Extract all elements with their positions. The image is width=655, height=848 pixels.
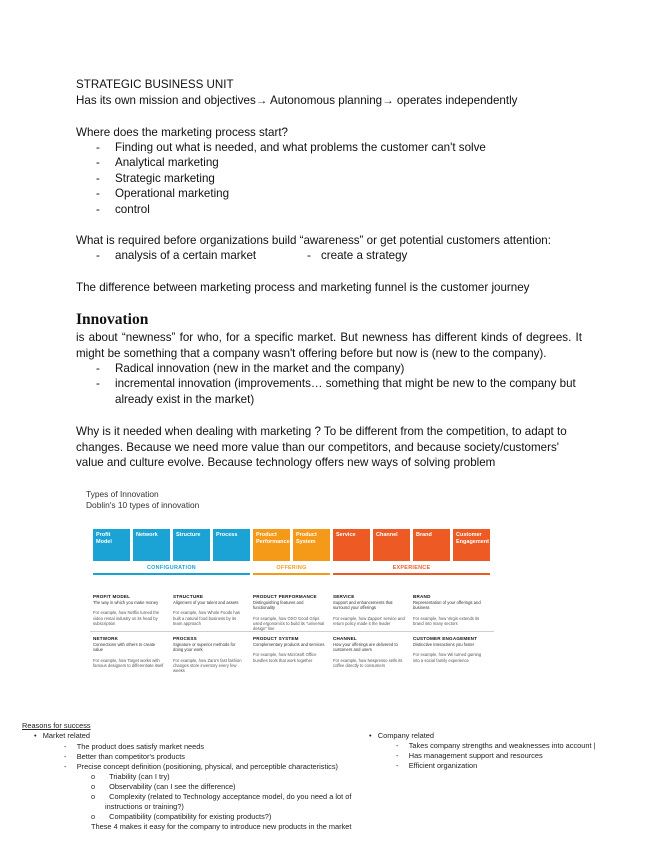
- cell-heading: NETWORK: [93, 636, 119, 641]
- cell-definition: Distinctive interactions you foster: [413, 642, 475, 648]
- figure-title: Types of Innovation: [86, 489, 159, 499]
- band-experience: EXPERIENCE: [392, 565, 431, 571]
- cell-product-system: [253, 636, 325, 663]
- list-item-text: create a strategy: [321, 249, 408, 262]
- tile-network: Network: [133, 529, 170, 561]
- cell-heading: PRODUCT SYSTEM: [253, 636, 299, 641]
- cell-heading: PRODUCT PERFORMANCE: [253, 594, 317, 599]
- sub-item-text: Observability (can I see the difference): [109, 782, 236, 791]
- tile-brand: Brand: [413, 529, 450, 561]
- sub-item: [91, 812, 271, 822]
- list-item: - Takes company strengths and weaknesses into account |: [396, 741, 596, 750]
- figure-subtitle: Doblin's 10 types of innovation: [86, 500, 200, 510]
- innovation-paragraph: is about “newness” for who, for a specific market. But newness has different kinds of degrees. It might be something that a company wasn't offering before but now is (new to the company).: [76, 331, 582, 360]
- cell-definition: Representation of your offerings and business: [413, 600, 481, 611]
- cell-example: For example, how Zappos' service and return policy made it the leader: [333, 615, 405, 626]
- sub-marker: o: [91, 792, 96, 801]
- reasons-title: Reasons for success: [22, 721, 91, 730]
- cell-example: For example, how Wii turned gaming into a social family experience: [413, 652, 482, 663]
- sub-item-text: Complexity (related to Technology acceptance model, do you need a lot of: [109, 792, 352, 801]
- cell-heading: PROFIT MODEL: [93, 594, 131, 599]
- sub-marker: o: [91, 772, 96, 781]
- cell-definition: Connections with others to create value: [93, 642, 156, 653]
- list-item-text: Efficient organization: [408, 761, 478, 770]
- cell-channel: [333, 636, 405, 668]
- cell-example: For example, how OXO Good Grips used ergonomics to build its "universal design" line: [253, 615, 325, 632]
- cell-definition: How your offerings are delivered to customers and users: [333, 642, 398, 653]
- cell-heading: BRAND: [413, 594, 431, 599]
- list-item-text: Operational marketing: [115, 187, 230, 200]
- cell-example: For example, how Zara's fast fashion changes store inventory every few weeks: [173, 657, 242, 674]
- list-item: - Better than competitor's products: [64, 752, 185, 761]
- list-item-text: Has management support and resources: [408, 751, 543, 760]
- tile-channel: Channel: [373, 529, 410, 561]
- sbu-line: Has its own mission and objectives→ Autonomous planning→ operates independently: [76, 94, 518, 107]
- band-line-configuration: [93, 573, 250, 575]
- sub-item: [91, 772, 170, 782]
- market-related-label: Market related: [42, 731, 90, 740]
- company-related: [369, 731, 434, 741]
- cell-definition: Complementary products and services: [253, 642, 325, 648]
- list-item-text: analysis of a certain market: [115, 249, 257, 262]
- cell-example: For example, how Target works with famous designers to differentiate itself: [93, 657, 164, 668]
- cell-definition: Support and enhancements that surround your offerings: [333, 600, 393, 611]
- sub-item: [91, 782, 236, 792]
- cell-definition: Signature or superior methods for doing your work: [173, 642, 236, 653]
- sub-marker: o: [91, 782, 96, 791]
- innovation-types-figure: [86, 489, 496, 710]
- process-vs-funnel: The difference between marketing process and marketing funnel is the customer journey: [76, 281, 530, 294]
- cell-heading: PROCESS: [173, 636, 197, 641]
- cell-process: [173, 636, 245, 673]
- cell-heading: SERVICE: [333, 594, 355, 599]
- cell-customer-engagement: [413, 636, 485, 663]
- tile-service: Service: [333, 529, 370, 561]
- summary-line: These 4 makes it easy for the company to introduce new products in the market: [91, 822, 352, 831]
- list-item-text: Finding out what is needed, and what problems the customer can't solve: [115, 141, 486, 154]
- list-item-text: Radical innovation (new in the market and the company): [115, 362, 405, 375]
- list-item: - Has management support and resources: [396, 751, 543, 760]
- cell-heading: STRUCTURE: [173, 594, 204, 599]
- list-item-text: Precise concept definition (positioning, physical, and perceptible characteristics): [76, 762, 339, 771]
- cell-example: For example, how Whole Foods has built a natural food business by its team approach: [173, 610, 241, 626]
- sub-item-text: Compatibility (compatibility for existing products?): [109, 812, 272, 821]
- tile-structure: Structure: [173, 529, 210, 561]
- cell-service: [333, 594, 405, 626]
- list-item: - The product does satisfy market needs: [64, 742, 205, 751]
- list-item-text: Better than competitor's products: [76, 752, 185, 761]
- cell-product-performance: [253, 594, 325, 631]
- tile-product-system: Product System: [293, 529, 330, 561]
- sbu-title: STRATEGIC BUSINESS UNIT: [76, 78, 234, 91]
- list-item: - Efficient organization: [396, 761, 478, 770]
- innovation-heading: Innovation: [76, 311, 149, 328]
- company-related-label: Company related: [377, 731, 435, 740]
- cell-definition: Alignment of your talent and assets: [173, 600, 239, 606]
- row-divider: [90, 631, 494, 632]
- list-item-text: Takes company strengths and weaknesses into account |: [408, 741, 596, 750]
- sub-item: [91, 792, 351, 802]
- tile-profit-model: Profit Model: [93, 529, 130, 561]
- list-item-text: control: [115, 203, 150, 216]
- marketing-process-question: Where does the marketing process start?: [76, 126, 289, 139]
- cell-example: For example, how Microsoft Office bundles tools that work together: [253, 652, 317, 663]
- cell-example: For example, how Netflix turned the video rental industry on its head by subscription: [93, 610, 160, 626]
- list-item-text: Analytical marketing: [115, 156, 219, 169]
- list-item-text: incremental innovation (improvements… something that might be new to the company but already exist in the market): [115, 377, 576, 406]
- tile-process: Process: [213, 529, 250, 561]
- band-line-experience: [333, 573, 490, 575]
- cell-network: [93, 636, 165, 668]
- band-configuration: CONFIGURATION: [146, 565, 197, 571]
- why-innovation-paragraph: Why is it needed when dealing with marketing ? To be different from the competition, to adapt to changes. Because we need more value than our competitors, and because society/customers' value and culture evolve. Because technology offers new ways of solving problem: [76, 425, 567, 470]
- awareness-question: What is required before organizations build “awareness” or get potential customers attention:: [76, 234, 551, 247]
- sub-item-continuation: instructions or training?): [105, 802, 184, 811]
- cell-definition: Distinguishing features and functionality: [253, 600, 304, 611]
- cell-heading: CHANNEL: [333, 636, 357, 641]
- bullet-icon: •: [369, 731, 378, 740]
- sub-item-text: Triability (can I try): [109, 772, 170, 781]
- list-item-text: Strategic marketing: [115, 172, 215, 185]
- cell-example: For example, how Virgin extends its brand into many sectors: [413, 615, 480, 626]
- market-related: [34, 731, 90, 741]
- list-item: - Precise concept definition (positioning, physical, and perceptible characteristics): [64, 762, 339, 771]
- tile-customer-engagement: Customer Engagement: [453, 529, 490, 561]
- band-line-offering: [253, 573, 330, 575]
- band-offering: OFFERING: [276, 565, 307, 571]
- cell-definition: The way in which you make money: [93, 600, 159, 606]
- bullet-icon: •: [34, 731, 43, 740]
- tile-product-performance: Product Performance: [253, 529, 290, 561]
- cell-heading: CUSTOMER ENGAGEMENT: [413, 636, 478, 641]
- sub-marker: o: [91, 812, 96, 821]
- cell-example: For example, how Nespresso sells its coffee directly to consumers: [333, 657, 403, 668]
- list-item-text: The product does satisfy market needs: [76, 742, 205, 751]
- cell-profit-model: [93, 594, 165, 626]
- cell-brand: [413, 594, 485, 626]
- cell-structure: [173, 594, 245, 626]
